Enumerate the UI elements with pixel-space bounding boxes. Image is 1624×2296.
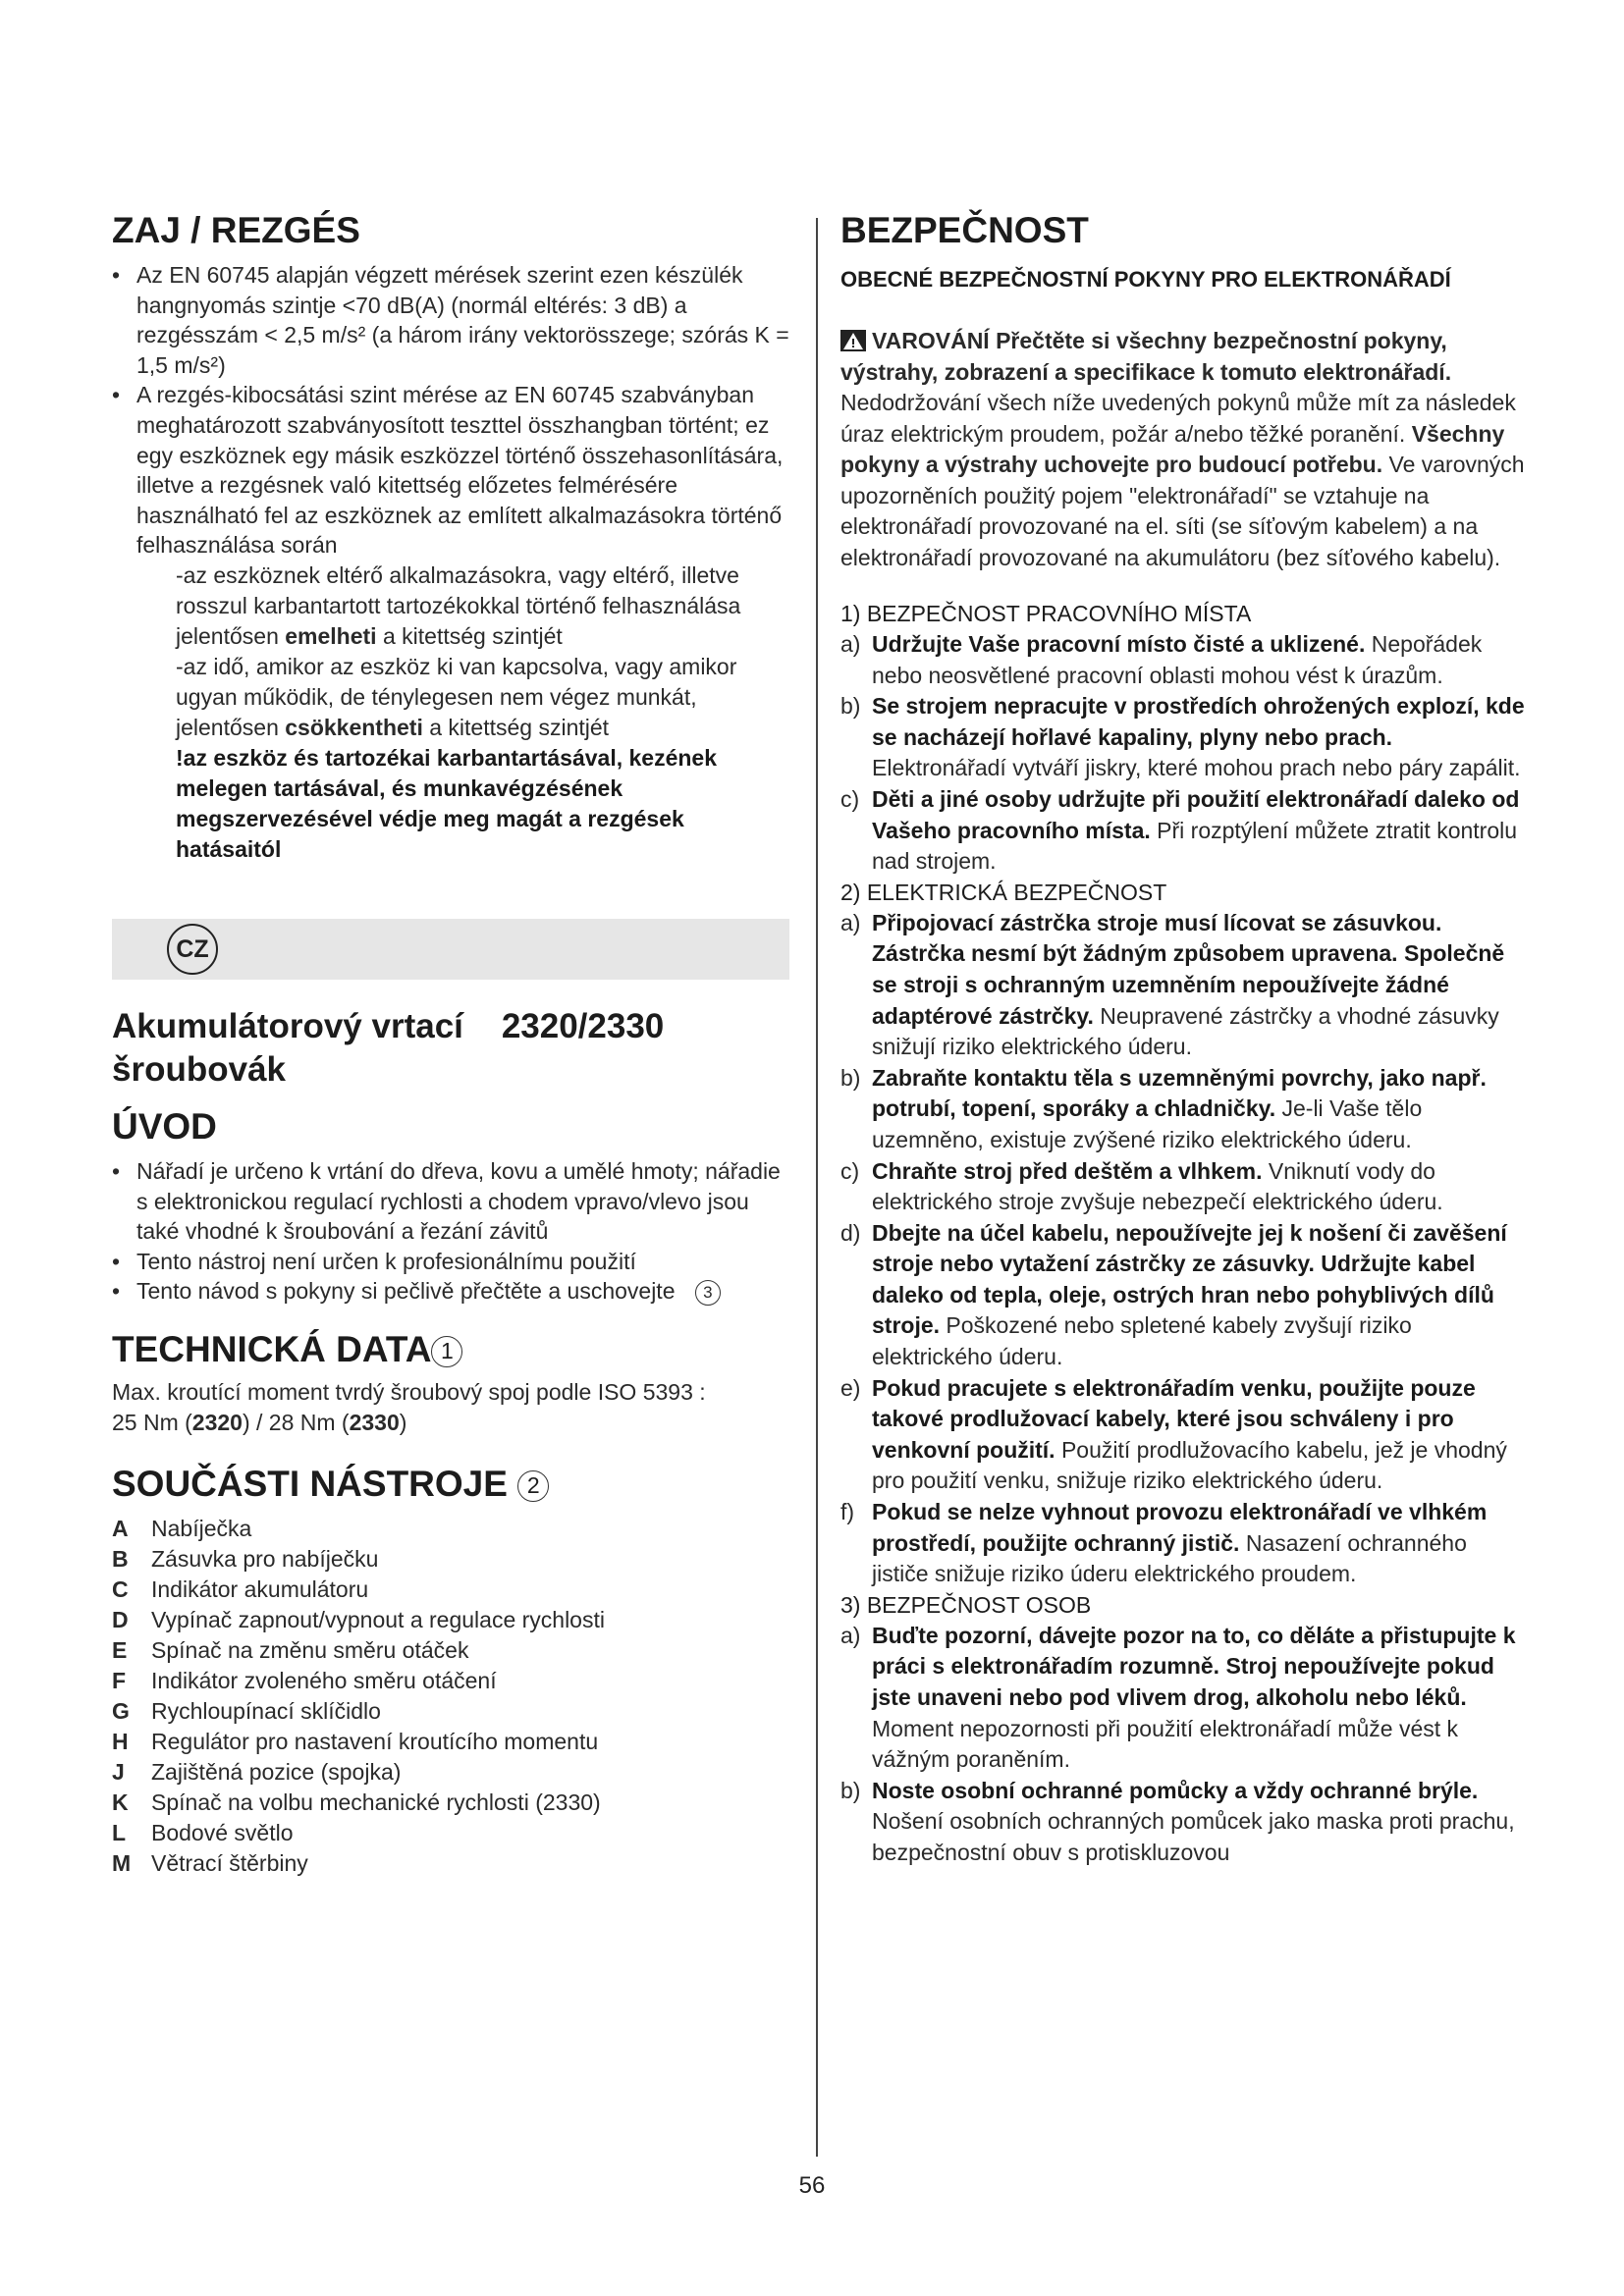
safety-item-text: Děti a jiné osoby udržujte při použití elektronářadí daleko od Vašeho pracovního místa. Při rozptýlení můžete ztratit kontrolu nad strojem. (872, 785, 1520, 875)
safety-item-text: Zabraňte kontaktu těla s uzemněnými povrchy, jako např. potrubí, topení, sporáky a chladničky. Je-li Vaše tělo uzemněno, existuje zvýšené riziko elektrického úderu. (872, 1064, 1487, 1152)
part-label: Bodové světlo (151, 1819, 294, 1845)
safety-item-text: Se strojem nepracujte v prostředích ohrožených explozí, kde se nacházejí hořlavé kapaliny, plyny nebo prach. Elektronářadí vytváří jiskry, které mohou prach nebo páry zapálit. (872, 693, 1525, 781)
section-title-uvod: ÚVOD (112, 1105, 217, 1147)
safety-item (840, 629, 1528, 691)
safety-item-text: Chraňte stroj před deštěm a vlhkem. Vniknutí vody do elektrického stroje zvyšuje nebezpečí elektrického úderu. (872, 1157, 1443, 1215)
section-3-heading: 3) BEZPEČNOST OSOB (840, 1591, 1092, 1618)
part-label: Spínač na změnu směru otáček (151, 1636, 469, 1663)
safety-item-label: c) (840, 785, 860, 812)
parts-list-item (112, 1544, 789, 1575)
language-band (112, 919, 789, 980)
part-label: Zásuvka pro nabíječku (151, 1545, 379, 1572)
safety-item-label: e) (840, 1374, 861, 1401)
part-label: Spínač na volbu mechanické rychlosti (2330) (151, 1789, 601, 1815)
zaj-subpoint-2: -az idő, amikor az eszköz ki van kapcsolva, vagy amikor ugyan működik, de ténylegesen nem végez munkát, jelentősen csökkentheti a kitettség szintjét (176, 653, 737, 740)
parts-list-item (112, 1575, 789, 1605)
parts-list-item (112, 1757, 789, 1788)
part-key: D (112, 1606, 129, 1632)
parts-list-item (112, 1696, 789, 1727)
parts-list-item (112, 1605, 789, 1635)
list-item: • A rezgés-kibocsátási szint mérése az EN 60745 szabványban meghatározott szabványosított teszttel összhangban történt; ez egy eszköznek egy másik eszközzel történő összehasonlítására, illetve a rezgésnek való kitettség előzetes felmérésére használható fel az eszköznek az említett alkalmazásokra történő felhasználása során (112, 380, 789, 561)
section-title-tech: TECHNICKÁ DATA 1 (112, 1328, 789, 1371)
safety-item-text: Dbejte na účel kabelu, nepoužívejte jej k nošení či zavěšení stroje nebo vytažení zástrčky ze zásuvky. Udržujte kabel daleko od tepla, oleje, ostrých hran nebo pohyblivých dílů stroje. Poškozené nebo spletené kabely zvyšují riziko elektrického úderu. (872, 1219, 1507, 1370)
safety-item-text: Buďte pozorní, dávejte pozor na to, co děláte a přistupujte k práci s elektronářadím rozumně. Stroj nepoužívejte pokud jste unaveni nebo pod vlivem drog, alkoholu nebo léků. Moment nepozornosti při použití elektronářadí může vést k vážným poraněním. (872, 1622, 1516, 1773)
safety-item-text: Noste osobní ochranné pomůcky a vždy ochranné brýle. Nošení osobních ochranných pomůcek jako maska proti prachu, bezpečnostní obuv s protiskluzovou (872, 1777, 1515, 1865)
right-column (840, 209, 1528, 1869)
part-label: Zajištěná pozice (spojka) (151, 1758, 402, 1785)
warning-paragraph: VAROVÁNÍ Přečtěte si všechny bezpečnostní pokyny, výstrahy, zobrazení a specifikace k tomuto elektronářadí. Nedodržování všech níže uvedených pokynů může mít za následek úraz elektrickým proudem, požár a/nebo těžké poranění. Všechny pokyny a výstrahy uchovejte pro budoucí potřebu. Ve varovných upozorněních použitý pojem "elektronářadí" se vztahuje na elektronářadí provozované na el. síti (se síťovým kabelem) a na elektronářadí provozované na akumulátoru (bez síťového kabelu). (840, 328, 1525, 570)
safety-item (840, 1218, 1528, 1373)
parts-list-item (112, 1727, 789, 1757)
parts-list-item (112, 1666, 789, 1696)
safety-item-label: b) (840, 693, 861, 720)
part-key: L (112, 1819, 127, 1845)
list-item: • Tento nástroj není určen k profesionálnímu použití (112, 1247, 789, 1277)
parts-list (112, 1514, 789, 1879)
zaj-bullet-list (112, 260, 789, 561)
safety-item (840, 1373, 1528, 1497)
safety-subheading: OBECNÉ BEZPEČNOSTNÍ POKYNY PRO ELEKTRONÁŘADÍ (840, 267, 1451, 292)
section-title-zaj: ZAJ / REZGÉS (112, 210, 360, 250)
part-key: G (112, 1697, 130, 1724)
safety-item-label: d) (840, 1219, 861, 1246)
safety-item (840, 691, 1528, 784)
cz-language-badge: CZ (167, 924, 218, 975)
product-model: 2320/2330 (501, 1006, 665, 1045)
part-label: Indikátor zvoleného směru otáčení (151, 1667, 497, 1693)
list-item: • Tento návod s pokyny si pečlivě přečtěte a uschovejte 3 (112, 1276, 789, 1307)
part-key: H (112, 1728, 129, 1754)
page-number: 56 (798, 2172, 826, 2199)
safety-item-label: a) (840, 1622, 861, 1648)
safety-item-label: f) (840, 1499, 855, 1525)
part-key: F (112, 1667, 127, 1693)
part-key: C (112, 1575, 129, 1602)
safety-item-text: Udržujte Vaše pracovní místo čisté a uklizené. Nepořádek nebo neosvětlené pracovní oblasti mohou vést k úrazům. (872, 631, 1483, 688)
safety-item (840, 1063, 1528, 1156)
safety-item (840, 1497, 1528, 1590)
list-item: • Az EN 60745 alapján végzett mérések szerint ezen készülék hangnyomás szintje <70 dB(A) (normál eltérés: 3 dB) a rezgésszám < 2,5 m/s² (a három irány vektorösszege; szórás K = 1,5 m/s²) (112, 260, 789, 380)
safety-item-label: a) (840, 909, 861, 935)
warning-triangle-icon (840, 330, 866, 351)
product-title: Akumulátorový vrtací 2320/2330 šroubovák (112, 1006, 665, 1089)
part-label: Nabíječka (151, 1515, 252, 1541)
safety-item-label: c) (840, 1157, 860, 1184)
safety-item (840, 1156, 1528, 1218)
part-key: E (112, 1636, 128, 1663)
section-1-items (840, 629, 1528, 878)
section-title-parts: SOUČÁSTI NÁSTROJE 2 (112, 1463, 789, 1506)
part-key: B (112, 1545, 129, 1572)
parts-list-item (112, 1848, 789, 1879)
part-key: M (112, 1849, 132, 1876)
section-1-heading: 1) BEZPEČNOST PRACOVNÍHO MÍSTA (840, 601, 1252, 626)
section-2-items (840, 908, 1528, 1590)
zaj-warning-bold: !az eszköz és tartozékai karbantartásával, kezének melegen tartásával, és munkavégzésének megszervezésével védje meg magát a rezgések hatásaitól (176, 744, 718, 862)
part-key: K (112, 1789, 129, 1815)
part-label: Indikátor akumulátoru (151, 1575, 369, 1602)
part-label: Rychloupínací sklíčidlo (151, 1697, 381, 1724)
figure-ref-1-icon: 1 (431, 1336, 462, 1367)
safety-item-label: b) (840, 1064, 861, 1091)
tech-data-text: Max. kroutící moment tvrdý šroubový spoj podle ISO 5393 : 25 Nm (2320) / 28 Nm (2330) (112, 1378, 706, 1436)
parts-list-item (112, 1788, 789, 1818)
figure-ref-2-icon: 2 (517, 1470, 549, 1502)
zaj-subpoint-1: -az eszköznek eltérő alkalmazásokra, vagy eltérő, illetve rosszul karbantartott tartozékokkal történő felhasználása jelentősen emelheti a kitettség szintjét (176, 561, 741, 649)
parts-list-item (112, 1514, 789, 1544)
part-label: Větrací štěrbiny (151, 1849, 308, 1876)
list-item: • Nářadí je určeno k vrtání do dřeva, kovu a umělé hmoty; nářadie s elektronickou regulací rychlosti a chodem vpravo/vlevo jsou také vhodné k šroubování a řezání závitů (112, 1156, 789, 1247)
section-3-items (840, 1621, 1528, 1869)
figure-ref-3-icon: 3 (695, 1280, 721, 1306)
safety-item (840, 1621, 1528, 1776)
safety-item-text: Pokud se nelze vyhnout provozu elektronářadí ve vlhkém prostředí, použijte ochranný jistič. Nasazení ochranného jističe snižuje riziko úderu elektrického proudem. (872, 1499, 1488, 1587)
section-title-bezpecnost: BEZPEČNOST (840, 210, 1089, 250)
uvod-bullet-list (112, 1156, 789, 1307)
section-2-heading: 2) ELEKTRICKÁ BEZPEČNOST (840, 879, 1167, 905)
safety-item (840, 908, 1528, 1063)
part-key: A (112, 1515, 129, 1541)
part-key: J (112, 1758, 125, 1785)
left-column (112, 209, 789, 1879)
part-label: Regulátor pro nastavení kroutícího momentu (151, 1728, 599, 1754)
safety-item (840, 1776, 1528, 1869)
safety-item-text: Pokud pracujete s elektronářadím venku, použijte pouze takové prodlužovací kabely, které jsou schváleny i pro venkovní použití. Použití prodlužovacího kabelu, jež je vhodný pro použití venku, snižuje riziko elektrického úderu. (872, 1374, 1507, 1494)
safety-item-label: a) (840, 631, 861, 657)
safety-item (840, 784, 1528, 878)
parts-list-item (112, 1818, 789, 1848)
safety-item-text: Připojovací zástrčka stroje musí lícovat se zásuvkou. Zástrčka nesmí být žádným způsobem upravena. Společně se stroji s ochranným uzemněním nepoužívejte žádné adaptérové zástrčky. Neupravené zástrčky a vhodné zásuvky snižují riziko elektrického úderu. (872, 909, 1505, 1060)
parts-list-item (112, 1635, 789, 1666)
column-divider (816, 218, 818, 2157)
safety-item-label: b) (840, 1777, 861, 1803)
part-label: Vypínač zapnout/vypnout a regulace rychlosti (151, 1606, 605, 1632)
